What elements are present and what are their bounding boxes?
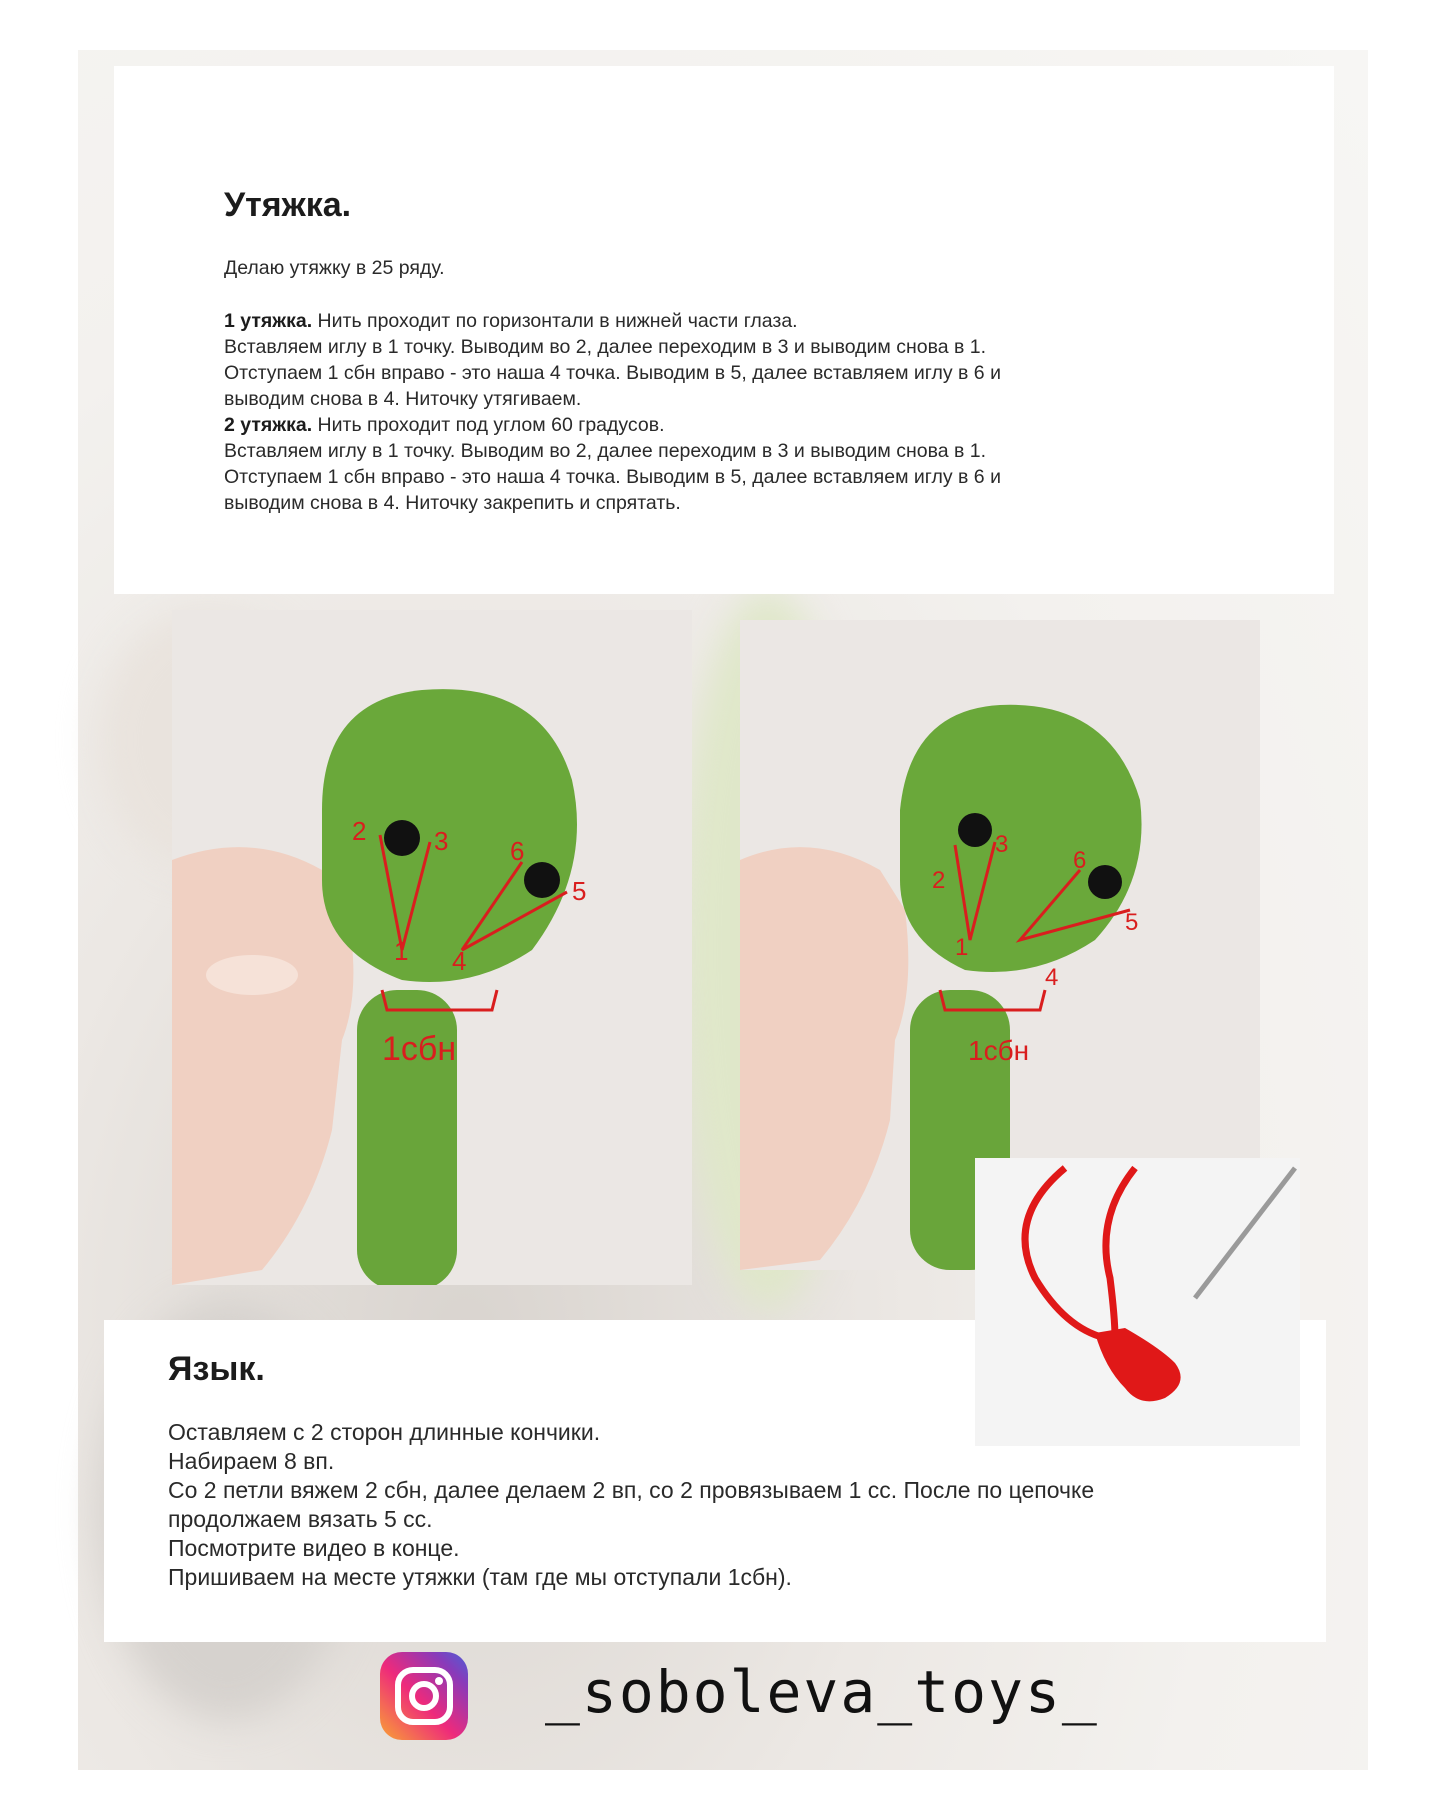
knitted-tongue xyxy=(1095,1328,1181,1401)
photo-caption: 1сбн xyxy=(968,1035,1030,1066)
mark-label: 2 xyxy=(352,816,367,846)
yarn-strand xyxy=(1106,1168,1135,1338)
thumbnail-shape xyxy=(206,955,298,995)
mark-label: 4 xyxy=(1045,964,1059,991)
photo-tongue xyxy=(975,1158,1300,1446)
instagram-icon xyxy=(380,1652,468,1740)
tongue-line: Набираем 8 вп. xyxy=(168,1448,335,1474)
mark-label: 6 xyxy=(510,836,525,866)
photo-caption: 1сбн xyxy=(382,1030,457,1068)
pull-instructions-panel xyxy=(114,66,1334,594)
tongue-line: продолжаем вязать 5 сс. xyxy=(168,1506,433,1532)
mark-label: 4 xyxy=(452,946,467,976)
pull-step-2-line: выводим снова в 4. Ниточку закрепить и спрятать. xyxy=(224,492,681,514)
photo-pull-step-1 xyxy=(172,610,692,1285)
pull-step-1-lead: Нить проходит по горизонтали в нижней части глаза. xyxy=(312,310,798,332)
hand-shape xyxy=(172,847,353,1285)
pull-step-1-label: 1 утяжка. xyxy=(224,310,313,332)
pull-step-2-line: Вставляем иглу в 1 точку. Выводим во 2, далее переходим в 3 и выводим снова в 1. xyxy=(224,440,987,462)
crochet-hook xyxy=(1195,1168,1295,1298)
pull-step-1-header xyxy=(224,308,798,334)
toy-head-illustration xyxy=(172,610,692,1285)
mark-label: 5 xyxy=(572,876,587,906)
author-handle: _soboleva_toys_ xyxy=(545,1658,1099,1726)
tongue-line: Пришиваем на месте утяжки (там где мы отступали 1сбн). xyxy=(168,1564,792,1590)
pull-step-2-header xyxy=(224,412,665,438)
toy-eye-left xyxy=(958,813,992,847)
tongue-section-title: Язык. xyxy=(168,1350,265,1388)
mark-label: 5 xyxy=(1125,909,1139,936)
mark-label: 2 xyxy=(932,867,946,894)
instagram-glyph xyxy=(380,1652,468,1740)
yarn-strand xyxy=(1025,1168,1105,1338)
toy-eye-right xyxy=(1088,865,1122,899)
pull-step-2-label: 2 утяжка. xyxy=(224,414,313,436)
pull-step-1-line: выводим снова в 4. Ниточку утягиваем. xyxy=(224,388,582,410)
toy-head xyxy=(900,705,1142,972)
mark-label: 1 xyxy=(955,934,969,961)
tongue-line: Оставляем с 2 сторон длинные кончики. xyxy=(168,1419,601,1445)
pull-step-1-line: Отступаем 1 сбн вправо - это наша 4 точка. Выводим в 5, далее вставляем иглу в 6 и xyxy=(224,362,1001,384)
tongue-line: Со 2 петли вяжем 2 сбн, далее делаем 2 вп, со 2 провязываем 1 сс. После по цепочке xyxy=(168,1477,1095,1503)
toy-eye-right xyxy=(524,862,560,898)
pull-step-2-lead: Нить проходит под углом 60 градусов. xyxy=(312,414,665,436)
hand-shape xyxy=(740,847,908,1270)
mark-label: 1 xyxy=(394,936,409,966)
pull-intro: Делаю утяжку в 25 ряду. xyxy=(224,257,445,279)
mark-label: 3 xyxy=(995,831,1009,858)
tongue-illustration xyxy=(975,1158,1300,1446)
pull-step-1-line: Вставляем иглу в 1 точку. Выводим во 2, далее переходим в 3 и выводим снова в 1. xyxy=(224,336,987,358)
mark-label: 3 xyxy=(434,826,449,856)
toy-eye-left xyxy=(384,820,420,856)
mark-label: 6 xyxy=(1073,847,1087,874)
pull-step-2-line: Отступаем 1 сбн вправо - это наша 4 точка. Выводим в 5, далее вставляем иглу в 6 и xyxy=(224,466,1001,488)
pull-section-title: Утяжка. xyxy=(224,186,352,224)
tongue-line: Посмотрите видео в конце. xyxy=(168,1535,460,1561)
